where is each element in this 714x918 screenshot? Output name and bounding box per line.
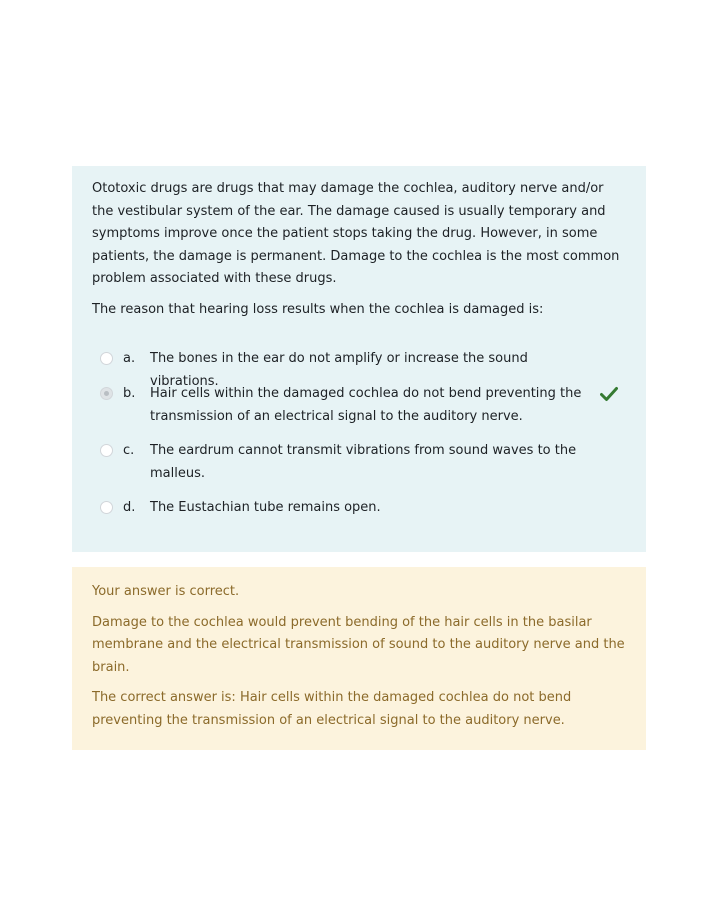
answer-letter: b. xyxy=(123,386,136,401)
question-prompt: The reason that hearing loss results when the cochlea is damaged is: xyxy=(92,301,544,317)
feedback-correct-answer: The correct answer is: Hair cells within the damaged cochlea do not bend preventing the transmission of an electrical signal to the auditory nerve. xyxy=(92,690,572,728)
answer-text: The bones in the ear do not amplify or increase the sound vibrations. xyxy=(150,351,528,389)
answer-text: Hair cells within the damaged cochlea do not bend preventing the transmission of an electrical signal to the auditory nerve. xyxy=(150,386,582,424)
answer-letter: a. xyxy=(123,351,136,366)
answer-letter: d. xyxy=(123,500,136,515)
radio-button-c[interactable] xyxy=(100,444,113,457)
feedback-explanation: Damage to the cochlea would prevent bending of the hair cells in the basilar membrane and the electrical transmission of sound to the auditory nerve and the brain. xyxy=(92,614,625,675)
radio-button-d[interactable] xyxy=(100,501,113,514)
question-paragraph: Ototoxic drugs are drugs that may damage the cochlea, auditory nerve and/or the vestibular system of the ear. The damage caused is usually temporary and symptoms improve once the patient stops taking the drug. However, in some patients, the damage is permanent. Damage to the cochlea is the most common problem associated with these drugs. xyxy=(92,181,620,287)
question-panel xyxy=(72,166,646,552)
answer-text: The Eustachian tube remains open. xyxy=(150,500,381,515)
radio-button-b[interactable] xyxy=(100,387,113,400)
radio-button-a[interactable] xyxy=(100,352,113,365)
feedback-status: Your answer is correct. xyxy=(92,584,240,599)
question-text xyxy=(92,178,626,322)
answer-letter: c. xyxy=(123,443,135,458)
checkmark-icon xyxy=(600,386,618,402)
feedback-panel xyxy=(72,567,646,750)
answer-text: The eardrum cannot transmit vibrations from sound waves to the malleus. xyxy=(150,443,577,481)
